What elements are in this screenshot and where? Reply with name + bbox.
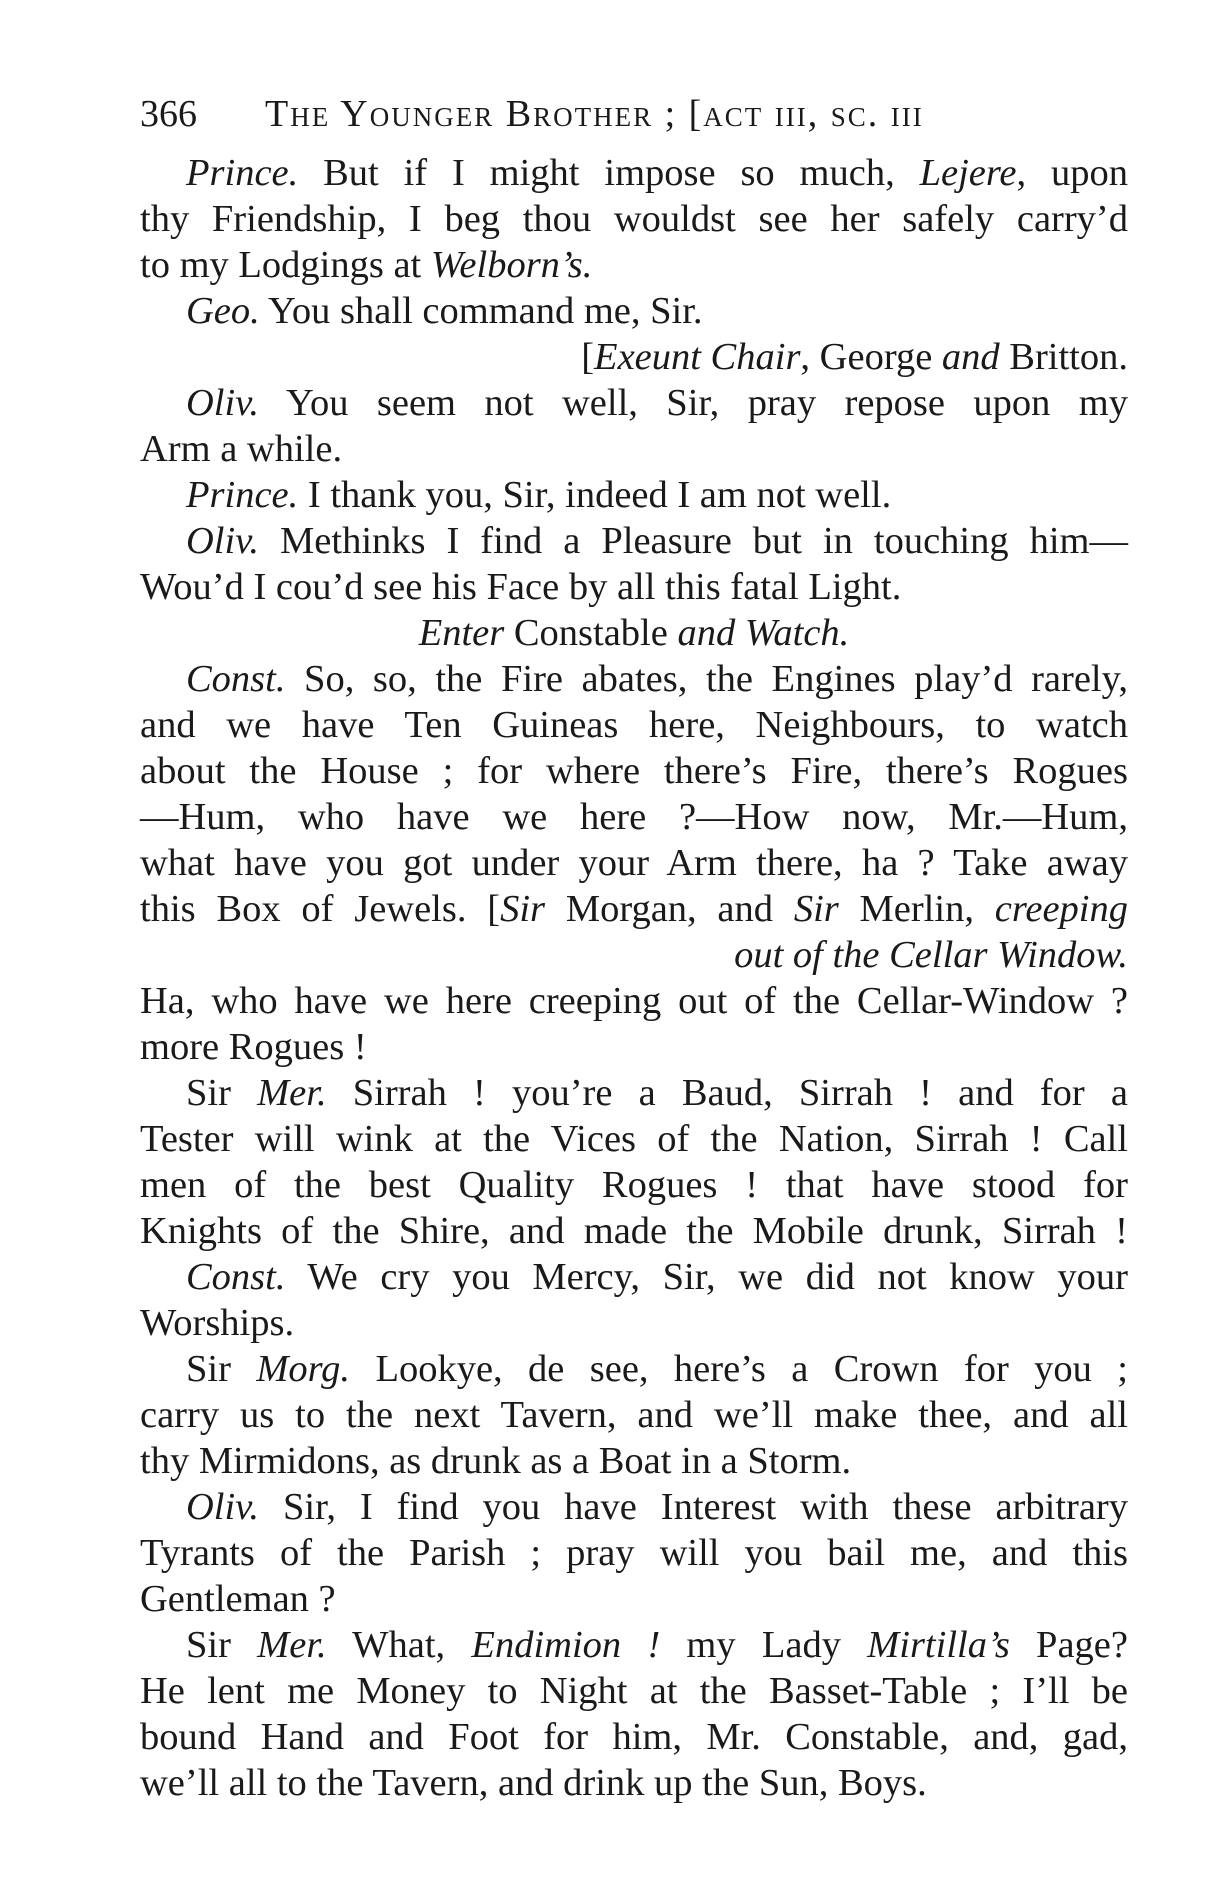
text-line	[140, 702, 1128, 748]
text-run: —Hum, who have we here ?—How now, Mr.—Hum,	[140, 796, 1128, 838]
text-run: Page?	[1009, 1624, 1128, 1666]
text-line	[140, 656, 1128, 702]
text-run: Gentleman ?	[140, 1578, 336, 1620]
text-run: But if I might impose so much,	[298, 152, 920, 194]
text-line	[140, 1484, 1128, 1530]
text-run: men of the best Quality Rogues ! that have stood for	[140, 1164, 1128, 1206]
text-run: , George	[800, 336, 942, 378]
italic-run: Prince.	[186, 152, 299, 194]
italic-run: Sir	[500, 888, 546, 930]
text-run: We cry you Mercy, Sir, we did not know your	[285, 1256, 1128, 1298]
italic-run: Oliv.	[186, 520, 260, 562]
italic-run: Exeunt Chair	[594, 336, 801, 378]
text-line	[140, 1024, 1128, 1070]
text-run: Methinks I find a Pleasure but in touching him—	[259, 520, 1128, 562]
text-run: Tester will wink at the Vices of the Nation, Sirrah ! Call	[140, 1118, 1128, 1160]
text-line	[140, 1714, 1128, 1760]
text-run: Britton.	[999, 336, 1128, 378]
text-run: thy Mirmidons, as drunk as a Boat in a Storm.	[140, 1440, 852, 1482]
text-line	[140, 1070, 1128, 1116]
text-run: Wou’d I cou’d see his Face by all this fatal Light.	[140, 566, 902, 608]
text-run: and we have Ten Guineas here, Neighbours, to watch	[140, 704, 1128, 746]
italic-run: Endimion !	[471, 1624, 661, 1666]
text-run: carry us to the next Tavern, and we’ll make thee, and all	[140, 1394, 1128, 1436]
text-line	[140, 380, 1128, 426]
text-run: to my Lodgings at	[140, 244, 431, 286]
body-text	[140, 150, 1128, 1806]
italic-run: Mer.	[257, 1072, 327, 1114]
text-run: Tyrants of the Parish ; pray will you bail me, and this	[140, 1532, 1128, 1574]
text-line	[140, 1208, 1128, 1254]
text-line	[140, 564, 1128, 610]
running-title: The Younger Brother ; [act iii, sc. iii	[265, 93, 924, 135]
italic-run: Mer.	[257, 1624, 327, 1666]
text-line	[140, 748, 1128, 794]
text-run: Lookye, de see, here’s a Crown for you ;	[350, 1348, 1128, 1390]
text-run: Sir	[186, 1624, 258, 1666]
text-run: Sir	[186, 1348, 257, 1390]
italic-run: Const.	[186, 658, 286, 700]
text-line	[140, 1162, 1128, 1208]
text-line	[140, 1346, 1128, 1392]
text-line	[140, 978, 1128, 1024]
italic-run: creeping	[994, 888, 1128, 930]
italic-run: Const.	[186, 1256, 286, 1298]
text-line	[140, 196, 1128, 242]
italic-run: Lejere	[919, 152, 1017, 194]
text-run: Merlin,	[838, 888, 995, 930]
text-run: Knights of the Shire, and made the Mobile drunk, Sirrah !	[140, 1210, 1128, 1252]
text-run: Ha, who have we here creeping out of the Cellar-Window ?	[140, 980, 1128, 1022]
text-line	[140, 150, 1128, 196]
page-header	[140, 92, 1130, 136]
italic-run: out of the Cellar Window.	[734, 934, 1128, 976]
text-line	[140, 426, 1128, 472]
text-run: [	[581, 336, 595, 378]
italic-run: Prince.	[186, 474, 299, 516]
text-run: Sir, I find you have Interest with these arbitrary	[259, 1486, 1128, 1528]
text-line	[140, 886, 1128, 932]
text-run: we’ll all to the Tavern, and drink up the Sun, Boys.	[140, 1762, 927, 1804]
text-line	[140, 1576, 1128, 1622]
text-run: what have you got under your Arm there, ha ? Take away	[140, 842, 1128, 884]
text-run: What,	[326, 1624, 472, 1666]
text-run: this Box of Jewels. [	[140, 888, 501, 930]
text-run: You shall command me, Sir.	[259, 290, 703, 332]
text-run: You seem not well, Sir, pray repose upon my	[259, 382, 1128, 424]
text-line	[140, 1392, 1128, 1438]
text-line	[140, 472, 1128, 518]
text-line	[140, 288, 1128, 334]
stage-direction	[140, 610, 1128, 656]
text-line	[140, 1530, 1128, 1576]
text-run: Sirrah ! you’re a Baud, Sirrah ! and for a	[326, 1072, 1128, 1114]
text-run: Arm a while.	[140, 428, 343, 470]
stage-direction	[140, 932, 1128, 978]
text-run: about the House ; for where there’s Fire, there’s Rogues	[140, 750, 1128, 792]
text-line	[140, 1668, 1128, 1714]
italic-run: Mirtilla’s	[867, 1624, 1010, 1666]
text-line	[140, 1300, 1128, 1346]
text-run: my Lady	[660, 1624, 868, 1666]
text-line	[140, 1116, 1128, 1162]
text-run: Morgan, and	[545, 888, 794, 930]
italic-run: Morg.	[256, 1348, 351, 1390]
text-run: Worships.	[140, 1302, 295, 1344]
text-line	[140, 794, 1128, 840]
stage-direction	[140, 334, 1128, 380]
italic-run: Sir	[793, 888, 839, 930]
text-line	[140, 242, 1128, 288]
text-run: , upon	[1016, 152, 1128, 194]
text-line	[140, 1760, 1128, 1806]
text-line	[140, 518, 1128, 564]
text-run: bound Hand and Foot for him, Mr. Constable, and, gad,	[140, 1716, 1128, 1758]
page-number: 366	[140, 93, 197, 135]
text-run: I thank you, Sir, indeed I am not well.	[298, 474, 892, 516]
text-run: He lent me Money to Night at the Basset-Table ; I’ll be	[140, 1670, 1128, 1712]
text-run: thy Friendship, I beg thou wouldst see her safely carry’d	[140, 198, 1128, 240]
text-run: Constable	[504, 612, 678, 654]
italic-run: Welborn’s.	[430, 244, 593, 286]
text-run: Sir	[186, 1072, 258, 1114]
italic-run: Enter	[418, 612, 505, 654]
italic-run: Oliv.	[186, 1486, 260, 1528]
text-line	[140, 1622, 1128, 1668]
text-line	[140, 1254, 1128, 1300]
italic-run: Geo.	[186, 290, 260, 332]
text-line	[140, 840, 1128, 886]
italic-run: and	[941, 336, 1000, 378]
italic-run: and Watch.	[677, 612, 850, 654]
text-line	[140, 1438, 1128, 1484]
text-run: So, so, the Fire abates, the Engines play’d rarely,	[285, 658, 1128, 700]
italic-run: Oliv.	[186, 382, 260, 424]
text-run: more Rogues !	[140, 1026, 367, 1068]
